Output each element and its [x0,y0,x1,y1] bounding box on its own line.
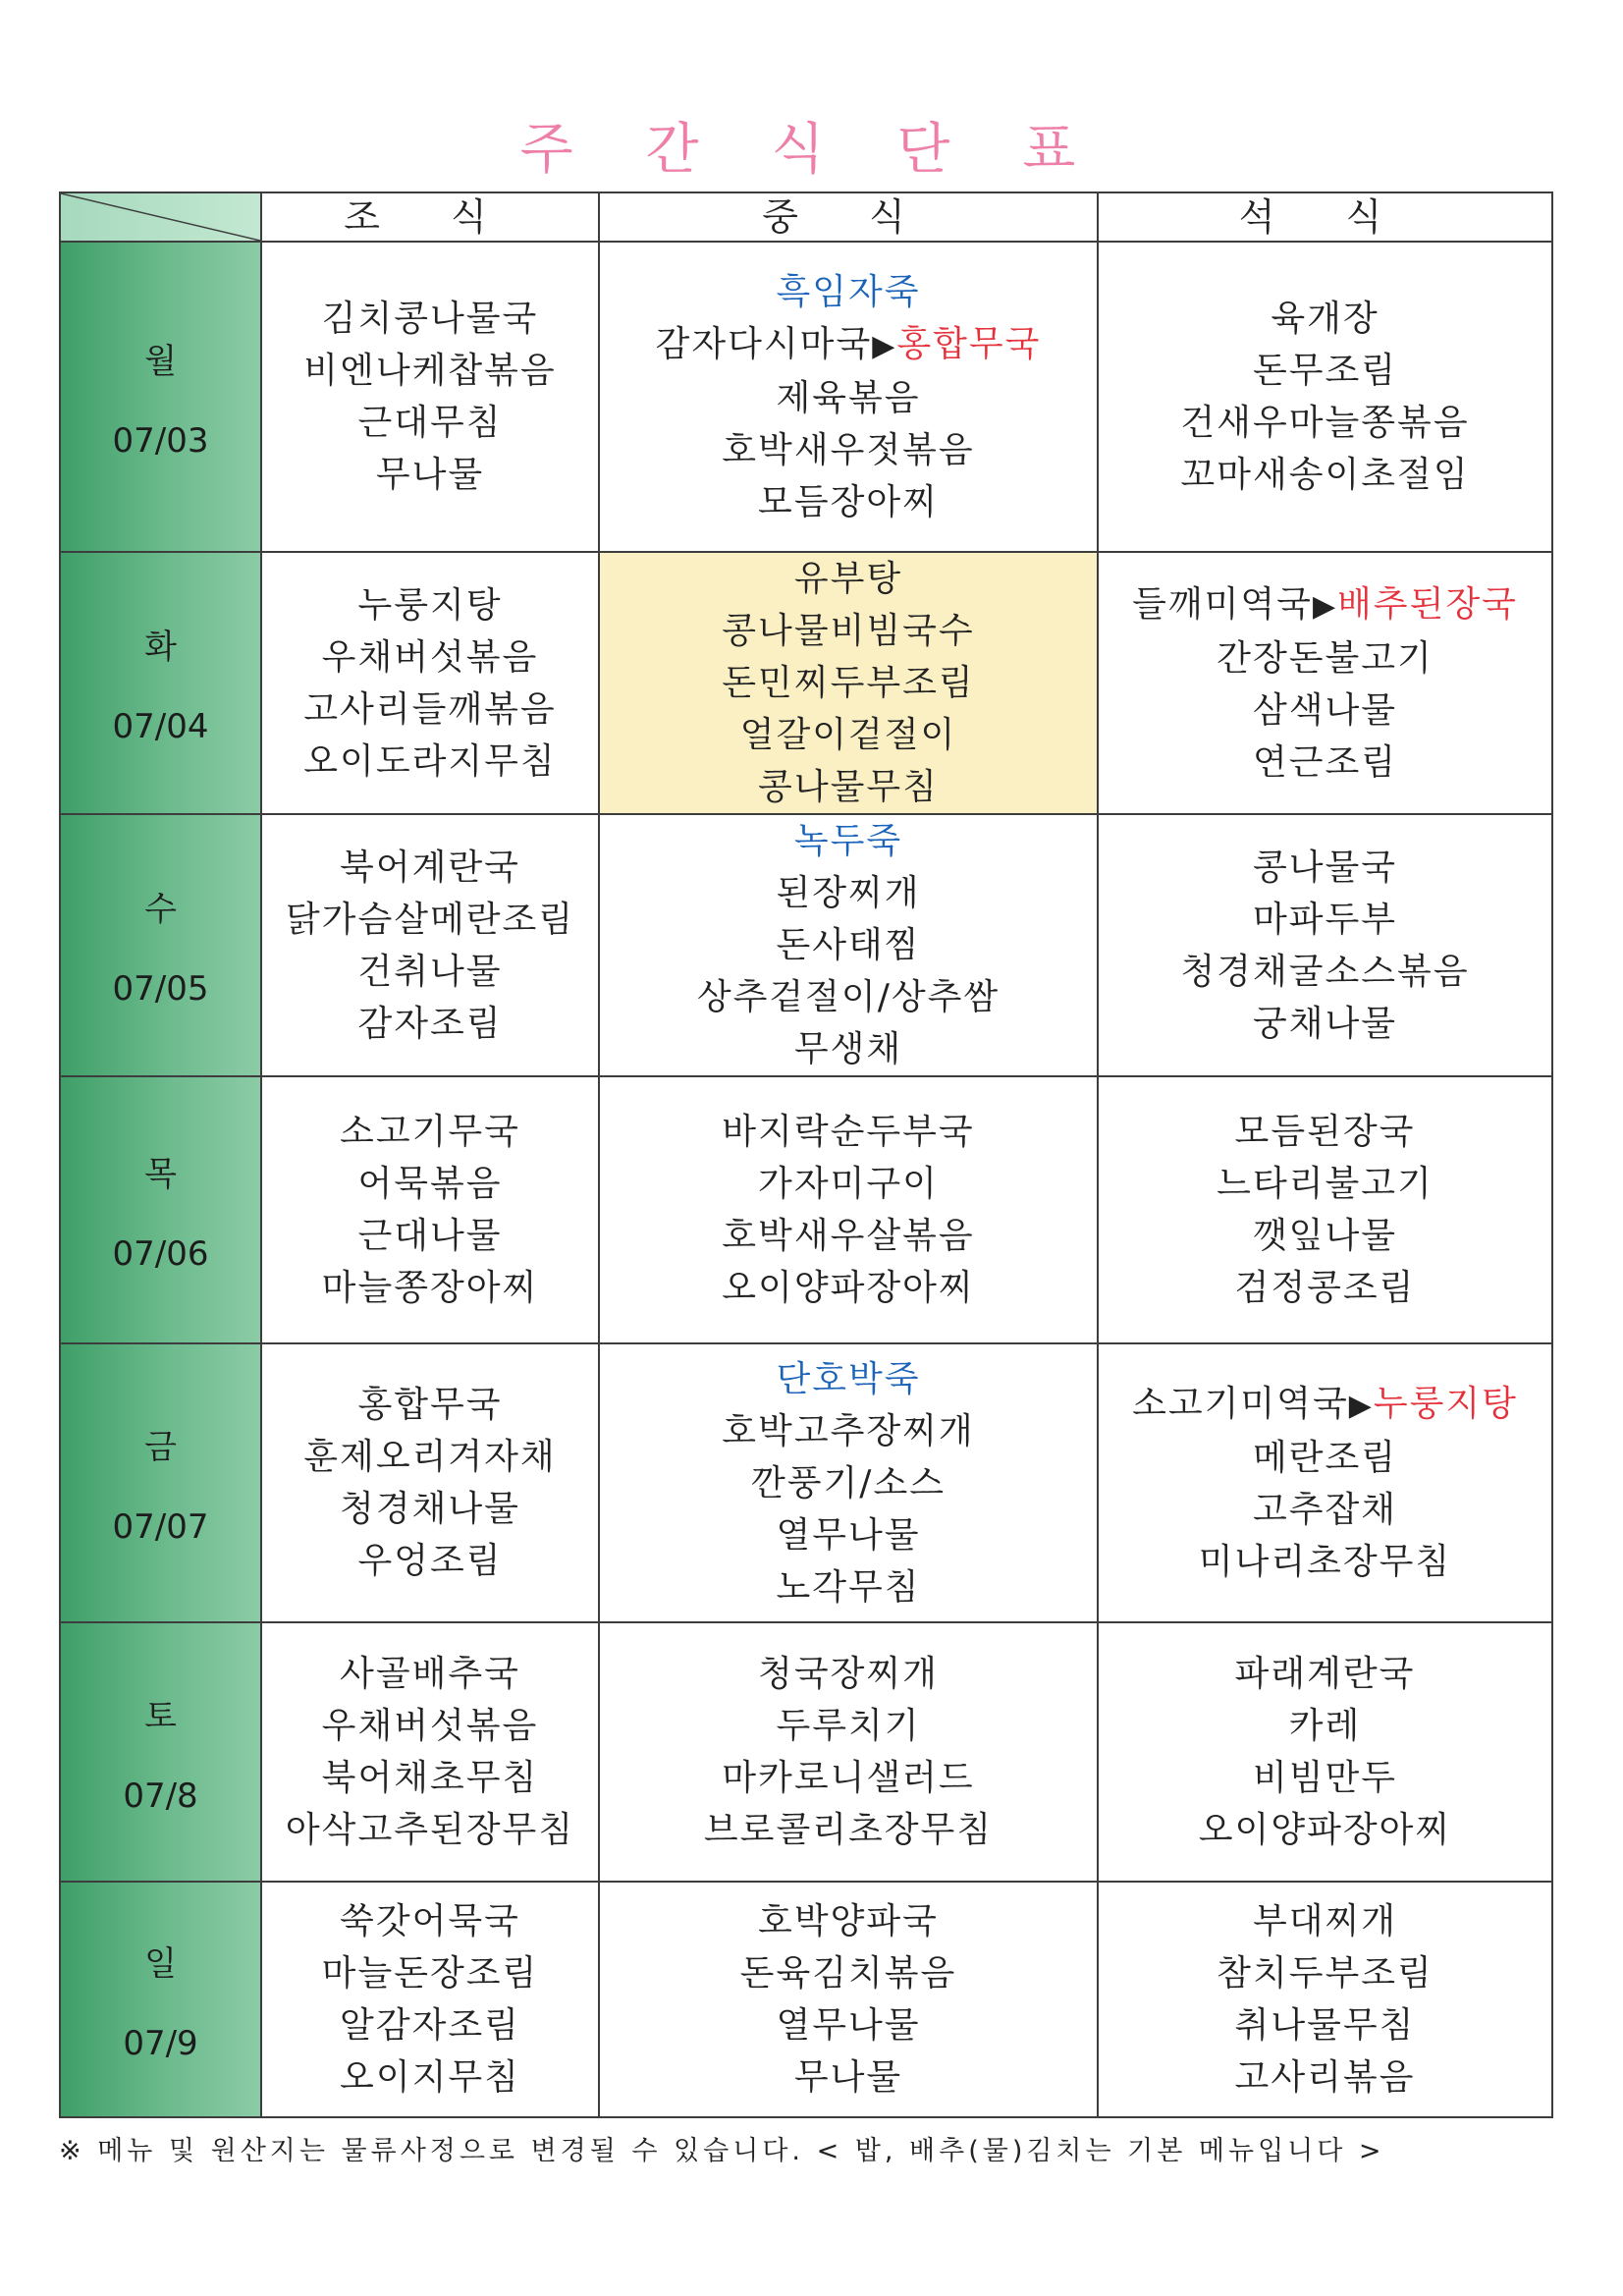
day-date: 07/07 [112,1506,209,1547]
day-cell-sat [60,1622,261,1882]
menu-item: 모듬된장국 [1234,1112,1416,1152]
menu-item: 쑥갓어묵국 [340,1901,520,1941]
dinner-cell-fri [1098,1343,1552,1622]
menu-item: 건취나물 [357,951,503,992]
menu-item: 느타리불고기 [1217,1164,1434,1204]
menu-item: 열무나물 [776,2005,921,2046]
day-row-sat [60,1622,1552,1882]
menu-item-original: 소고기미역국 [1132,1384,1349,1424]
menu-item: 연근조림 [1252,741,1398,783]
menu-item: 김치콩나물국 [321,299,539,339]
menu-item: 감자조림 [357,1003,503,1044]
menu-item: 열무나물 [776,1514,921,1556]
menu-item: 깻잎나물 [1252,1216,1398,1256]
menu-item: 무나물 [375,455,485,495]
day-row-fri [60,1343,1552,1622]
menu-item: 무생채 [793,1029,903,1069]
menu-item: 오이지무침 [340,2057,520,2098]
dinner-cell-mon [1098,242,1552,552]
breakfast-cell-sat [261,1622,599,1882]
menu-item: 우엉조림 [357,1541,503,1581]
menu-item: 오이양파장아찌 [1198,1810,1452,1850]
breakfast-cell-mon [261,242,599,552]
menu-item: 청국장찌개 [758,1654,939,1694]
menu-item: 꼬마새송이초절임 [1180,455,1470,495]
menu-item-alternate [1099,1378,1551,1432]
header-breakfast: 조 식 [261,192,599,242]
day-date: 07/8 [123,1776,198,1816]
breakfast-cell-tue [261,552,599,814]
lunch-cell-sun [599,1882,1098,2117]
corner-cell [60,192,261,242]
day-row-thu [60,1076,1552,1343]
menu-item: 콩나물비빔국수 [722,611,975,651]
porridge-item: 녹두죽 [793,821,903,861]
menu-item: 마카로니샐러드 [722,1758,975,1798]
menu-item: 간장돈불고기 [1217,637,1434,679]
day-name: 목 [144,1154,177,1194]
menu-item-replacement: 배추된장국 [1337,583,1518,625]
menu-item: 훈제오리겨자채 [303,1437,557,1477]
menu-item: 건새우마늘쫑볶음 [1180,403,1470,443]
menu-item: 호박고추장찌개 [722,1410,975,1451]
menu-item: 고추잡채 [1252,1490,1398,1530]
day-date: 07/05 [112,969,209,1009]
menu-item: 닭가슴살메란조림 [285,899,575,940]
menu-item: 북어채초무침 [321,1758,539,1798]
menu-item: 근대무침 [357,403,503,443]
porridge-item: 흑임자죽 [776,271,921,312]
day-cell-wed [60,814,261,1076]
menu-item: 누룽지탕 [357,584,503,626]
menu-item: 호박양파국 [758,1901,939,1941]
day-row-tue [60,552,1552,814]
day-date: 07/04 [112,707,209,746]
menu-item: 육개장 [1271,299,1380,339]
menu-item: 가자미구이 [758,1164,939,1204]
menu-item: 두루치기 [776,1706,921,1746]
day-name: 월 [144,341,177,381]
menu-item: 오이도라지무침 [303,740,557,782]
menu-item: 비엔나케찹볶음 [303,351,557,391]
menu-item: 고사리들깨볶음 [303,688,557,730]
lunch-cell-thu [599,1076,1098,1343]
menu-item: 알감자조림 [340,2005,520,2046]
play-triangle-icon: ▶ [1348,1389,1374,1423]
menu-item: 비빔만두 [1252,1758,1398,1798]
menu-item: 마파두부 [1252,899,1398,940]
day-cell-sun [60,1882,261,2117]
menu-item: 상추겉절이/상추쌈 [696,977,1001,1017]
lunch-cell-tue [599,552,1098,814]
menu-item: 사골배추국 [340,1654,520,1694]
day-name: 금 [144,1427,177,1467]
menu-item: 유부탕 [793,559,903,599]
menu-item: 궁채나물 [1252,1003,1398,1044]
day-date: 07/9 [123,2023,198,2063]
day-name: 수 [144,890,177,929]
day-cell-tue [60,552,261,814]
menu-item: 호박새우젓볶음 [722,429,975,470]
day-row-sun [60,1882,1552,2117]
menu-item-alternate [600,318,1097,372]
dinner-cell-thu [1098,1076,1552,1343]
menu-item: 모듬장아찌 [758,481,939,522]
menu-item: 북어계란국 [340,847,520,888]
day-date: 07/06 [112,1233,209,1274]
day-name: 토 [144,1696,177,1736]
menu-item: 돈민찌두부조림 [722,663,975,703]
menu-item: 홍합무국 [357,1385,503,1425]
breakfast-cell-sun [261,1882,599,2117]
menu-item: 취나물무침 [1234,2005,1416,2046]
menu-item: 돈무조림 [1252,351,1398,391]
header-row [60,192,1552,242]
day-row-mon [60,242,1552,552]
menu-item-replacement: 홍합무국 [896,323,1042,364]
menu-item: 된장찌개 [776,873,921,913]
menu-item: 우채버섯볶음 [321,1706,539,1746]
day-cell-fri [60,1343,261,1622]
weekly-menu-table [59,191,1553,2118]
menu-item: 제육볶음 [776,377,921,418]
dinner-cell-tue [1098,552,1552,814]
menu-item: 노각무침 [776,1566,921,1608]
menu-item: 콩나물국 [1252,847,1398,888]
header-dinner: 석 식 [1098,192,1552,242]
menu-item: 콩나물무침 [758,767,939,807]
play-triangle-icon: ▶ [1312,588,1338,624]
menu-item: 깐풍기/소스 [750,1462,946,1503]
menu-item-replacement: 누룽지탕 [1373,1384,1518,1424]
lunch-cell-wed [599,814,1098,1076]
menu-item: 파래계란국 [1234,1654,1416,1694]
menu-item: 브로콜리초장무침 [703,1810,994,1850]
lunch-cell-sat [599,1622,1098,1882]
menu-item: 참치두부조림 [1217,1953,1434,1994]
page-title: 주 간 식 단 표 [519,118,1104,182]
dinner-cell-wed [1098,814,1552,1076]
menu-item: 미나리초장무침 [1198,1542,1452,1582]
menu-item: 아삭고추된장무침 [285,1810,575,1850]
menu-item: 마늘쫑장아찌 [321,1268,539,1308]
breakfast-cell-thu [261,1076,599,1343]
menu-item: 청경채굴소스볶음 [1180,951,1470,992]
menu-item-alternate [1099,578,1551,632]
breakfast-cell-fri [261,1343,599,1622]
lunch-cell-mon [599,242,1098,552]
porridge-item: 단호박죽 [776,1358,921,1399]
play-triangle-icon: ▶ [872,328,897,363]
menu-item: 호박새우살볶음 [722,1216,975,1256]
menu-item: 우채버섯볶음 [321,636,539,678]
day-cell-thu [60,1076,261,1343]
dinner-cell-sat [1098,1622,1552,1882]
day-date: 07/03 [112,420,209,461]
day-name: 화 [144,628,177,667]
day-name: 일 [144,1943,177,1984]
menu-item-original: 감자다시마국 [655,323,873,364]
menu-item: 돈사태찜 [776,925,921,965]
menu-item: 부대찌개 [1252,1901,1398,1941]
menu-item: 고사리볶음 [1234,2057,1416,2098]
menu-item-original: 들깨미역국 [1132,583,1313,625]
menu-item: 바지락순두부국 [722,1112,975,1152]
menu-item: 청경채나물 [340,1489,520,1529]
day-cell-mon [60,242,261,552]
menu-item: 얼갈이겉절이 [739,715,957,755]
diagonal-divider-icon [61,193,260,241]
header-lunch: 중 식 [599,192,1098,242]
menu-item: 무나물 [793,2057,903,2098]
menu-item: 마늘돈장조림 [321,1953,539,1994]
menu-item: 카레 [1288,1706,1362,1746]
menu-item: 삼색나물 [1252,689,1398,731]
menu-item: 근대나물 [357,1216,503,1256]
footnote: ※ 메뉴 및 원산지는 물류사정으로 변경될 수 있습니다. < 밥, 배추(물)김치는 기본 메뉴입니다 > [59,2136,1385,2166]
menu-item: 오이양파장아찌 [722,1268,975,1308]
day-row-wed [60,814,1552,1076]
menu-item: 돈육김치볶음 [739,1953,957,1994]
lunch-cell-fri [599,1343,1098,1622]
menu-item: 소고기무국 [340,1112,520,1152]
dinner-cell-sun [1098,1882,1552,2117]
menu-item: 어묵볶음 [357,1164,503,1204]
menu-item: 메란조림 [1252,1438,1398,1478]
breakfast-cell-wed [261,814,599,1076]
menu-item: 검정콩조림 [1234,1268,1416,1308]
